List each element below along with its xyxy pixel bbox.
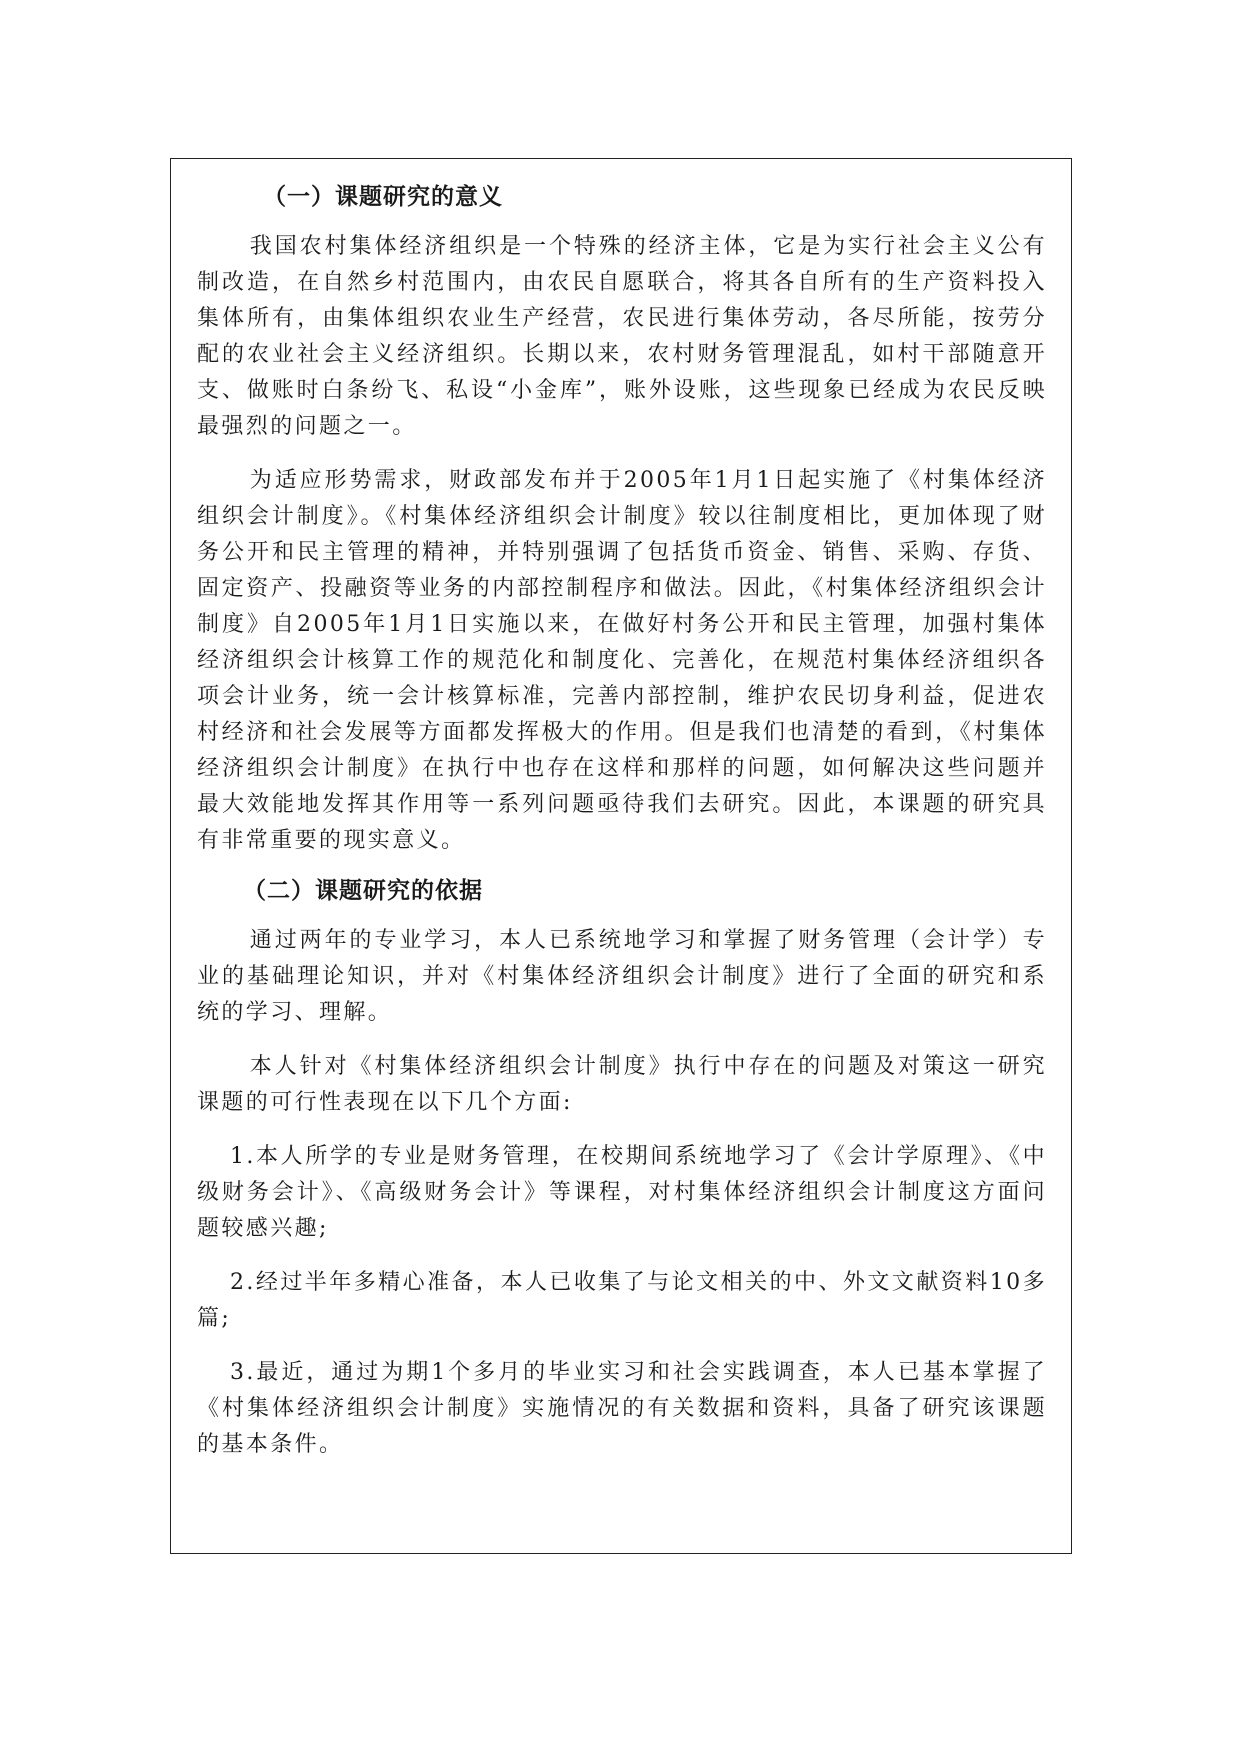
list-item-basis-1: 1.本人所学的专业是财务管理，在校期间系统地学习了《会计学原理》、《中级财务会计》、《高级财务会计》等课程，对村集体经济组织会计制度这方面问题较感兴趣;	[197, 1144, 1047, 1241]
section-heading-basis: （二）课题研究的依据	[243, 877, 483, 904]
section-heading-significance: （一）课题研究的意义	[263, 183, 503, 210]
paragraph-basis-1: 通过两年的专业学习，本人已系统地学习和掌握了财务管理（会计学）专业的基础理论知识，并对《村集体经济组织会计制度》进行了全面的研究和系统的学习、理解。	[197, 928, 1047, 1025]
paragraph-significance-1: 我国农村集体经济组织是一个特殊的经济主体，它是为实行社会主义公有制改造，在自然乡村范围内，由农民自愿联合，将其各自所有的生产资料投入集体所有，由集体组织农业生产经营，农民进行集体劳动，各尽所能，按劳分配的农业社会主义经济组织。长期以来，农村财务管理混乱，如村干部随意开支、做账时白条纷飞、私设“小金库”，账外设账，这些现象已经成为农民反映最强烈的问题之一。	[197, 234, 1047, 439]
paragraph-basis-2: 本人针对《村集体经济组织会计制度》执行中存在的问题及对策这一研究课题的可行性表现在以下几个方面:	[197, 1054, 1047, 1115]
list-item-basis-3: 3.最近，通过为期1个多月的毕业实习和社会实践调查，本人已基本掌握了《村集体经济组织会计制度》实施情况的有关数据和资料，具备了研究该课题的基本条件。	[197, 1360, 1047, 1457]
list-item-basis-2: 2.经过半年多精心准备，本人已收集了与论文相关的中、外文文献资料10多篇;	[197, 1270, 1047, 1331]
document-content	[197, 179, 1047, 1463]
document-frame	[170, 158, 1072, 1554]
paragraph-significance-2: 为适应形势需求，财政部发布并于2005年1月1日起实施了《村集体经济组织会计制度》。《村集体经济组织会计制度》较以往制度相比，更加体现了财务公开和民主管理的精神，并特别强调了包括货币资金、销售、采购、存货、固定资产、投融资等业务的内部控制程序和做法。因此，《村集体经济组织会计制度》自2005年1月1日实施以来，在做好村务公开和民主管理，加强村集体经济组织会计核算工作的规范化和制度化、完善化，在规范村集体经济组织各项会计业务，统一会计核算标准，完善内部控制，维护农民切身利益，促进农村经济和社会发展等方面都发挥极大的作用。但是我们也清楚的看到，《村集体经济组织会计制度》在执行中也存在这样和那样的问题，如何解决这些问题并最大效能地发挥其作用等一系列问题亟待我们去研究。因此，本课题的研究具有非常重要的现实意义。	[197, 468, 1047, 853]
